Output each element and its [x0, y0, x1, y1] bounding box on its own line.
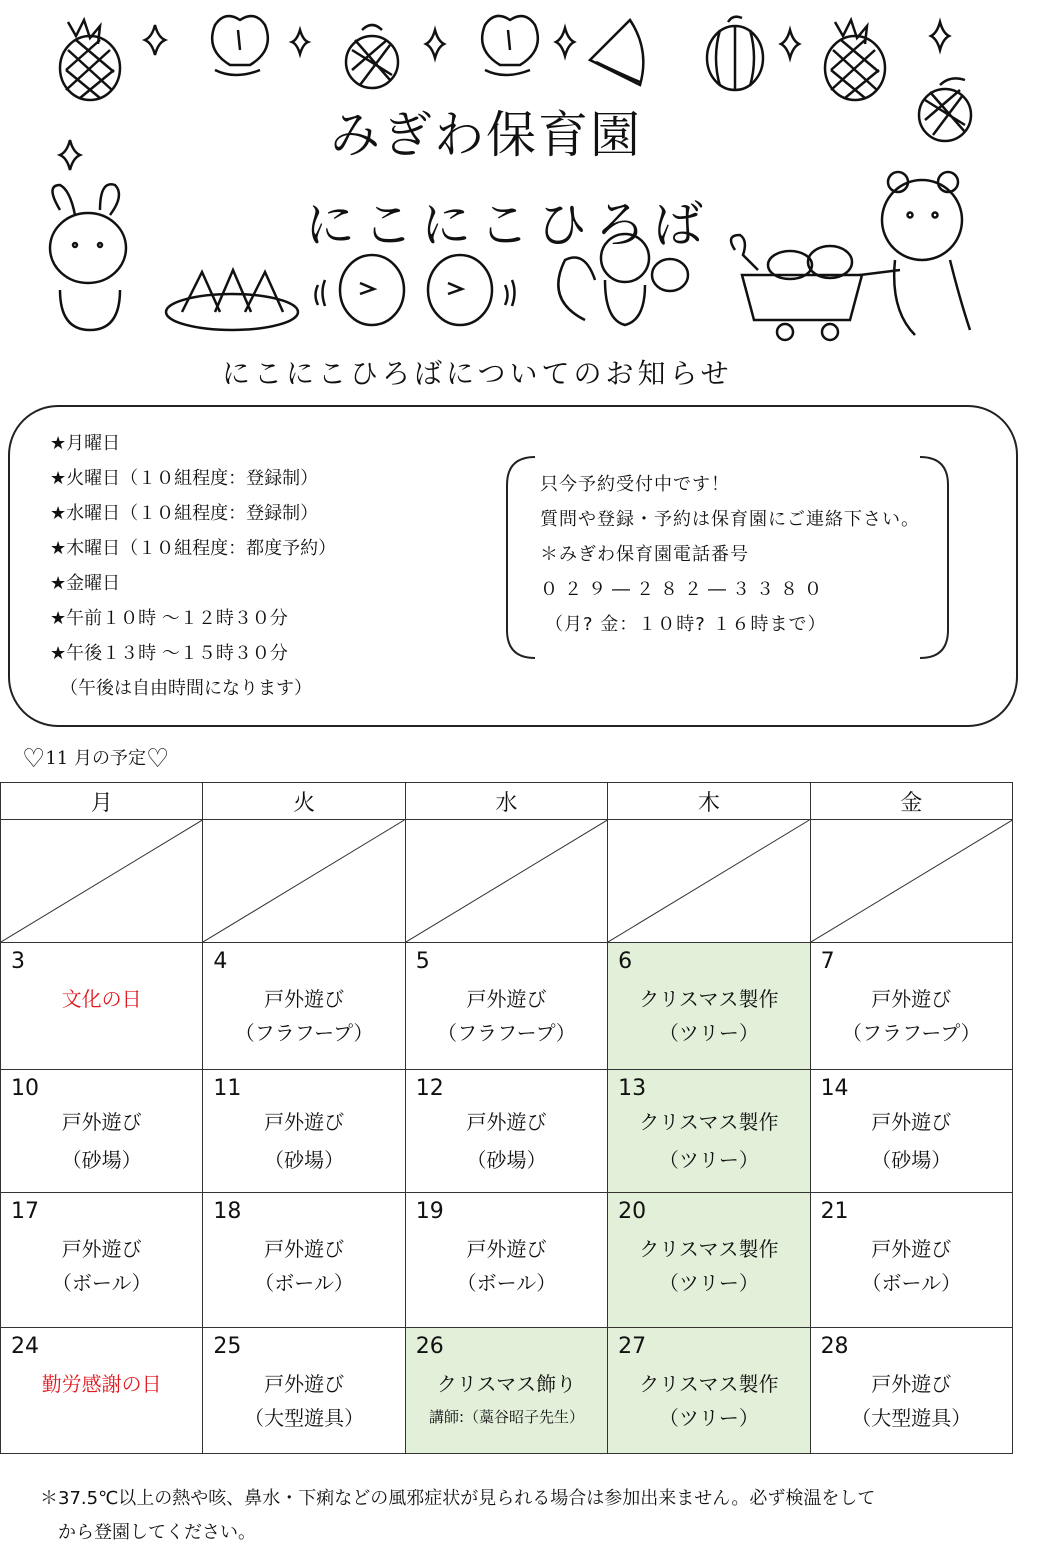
- day-number: 12: [415, 1076, 444, 1101]
- activity-detail: （ボール）: [254, 1271, 354, 1295]
- activity-label: 戸外遊び: [466, 1237, 547, 1261]
- sparkle-icon: [931, 22, 949, 50]
- day-cell: [810, 1070, 1012, 1193]
- empty-day-cell: [608, 820, 810, 943]
- activity-label: クリスマス製作: [639, 1237, 779, 1261]
- day-cell: [203, 1070, 405, 1193]
- sparkle-icon: [292, 30, 308, 54]
- day-cell: [1, 1070, 203, 1193]
- activity-label: 戸外遊び: [61, 1237, 142, 1261]
- calendar-week-row: [1, 1328, 1013, 1454]
- day-number: 28: [820, 1334, 849, 1359]
- pineapple-icon: [60, 20, 120, 100]
- activity-label: 戸外遊び: [871, 1110, 952, 1134]
- activity-label: クリスマス飾り: [436, 1372, 577, 1396]
- activity-detail: （ボール）: [861, 1271, 962, 1295]
- day-cell: [405, 1328, 607, 1454]
- weekday-header: 火: [203, 783, 405, 820]
- peach-icon: [482, 16, 538, 75]
- contact-line: ＊みぎわ保育園電話番号: [540, 544, 749, 565]
- day-number: 3: [11, 949, 25, 974]
- activity-label: 戸外遊び: [264, 987, 345, 1011]
- chick-icon: [316, 255, 405, 325]
- day-number: 26: [415, 1334, 444, 1359]
- contact-line: 只今予約受付中です！: [540, 474, 730, 495]
- day-number: 20: [618, 1199, 647, 1224]
- day-cell: [405, 1070, 607, 1193]
- watermelon-plate-icon: [166, 270, 298, 330]
- day-number: 4: [213, 949, 228, 974]
- day-cell: [608, 943, 810, 1070]
- activity-label: クリスマス製作: [639, 1372, 779, 1396]
- activity-detail: （フラフープ）: [841, 1021, 981, 1045]
- activity-detail: （ツリー）: [658, 1148, 759, 1172]
- holiday-label: 文化の日: [61, 987, 142, 1011]
- day-number: 18: [213, 1199, 242, 1224]
- day-cell: [810, 943, 1012, 1070]
- activity-detail: （砂場）: [61, 1148, 142, 1172]
- schedule-note: （午後は自由時間になります）: [60, 678, 312, 699]
- day-cell: [203, 943, 405, 1070]
- activity-detail: （ツリー）: [658, 1406, 759, 1430]
- day-number: 17: [11, 1199, 39, 1224]
- footer-note: ＊37.5℃以上の熱や咳、鼻水・下痢などの風邪症状が見られる場合は参加出来ません。必ず検温をして: [40, 1488, 876, 1509]
- activity-detail: （砂場）: [264, 1148, 345, 1172]
- day-number: 27: [618, 1334, 647, 1359]
- day-number: 7: [820, 949, 835, 974]
- org-title: みぎわ保育園: [330, 106, 642, 164]
- activity-label: 戸外遊び: [871, 1237, 952, 1261]
- contact-line: 質問や登録・予約は保育園にご連絡下さい。: [540, 509, 920, 530]
- schedule-line: ★木曜日（１０組程度：都度予約）: [50, 538, 337, 559]
- melon-icon: [346, 25, 398, 88]
- activity-detail: （ボール）: [51, 1271, 152, 1295]
- empty-day-cell: [810, 820, 1012, 943]
- contact-hours: （月? 金：１０時? １６時まで）: [545, 614, 827, 635]
- activity-label: クリスマス製作: [639, 987, 779, 1011]
- heart-icon: ♡: [22, 744, 46, 774]
- header-illustrations: [0, 0, 1062, 350]
- schedule-line: ★月曜日: [50, 433, 121, 454]
- day-cell: [608, 1328, 810, 1454]
- contact-box: [505, 455, 950, 660]
- activity-detail: （ツリー）: [658, 1271, 759, 1295]
- activity-detail: （フラフープ）: [234, 1021, 374, 1045]
- month-caption: [22, 744, 169, 774]
- day-cell: [203, 1193, 405, 1328]
- activity-detail: （砂場）: [466, 1148, 547, 1172]
- schedule-line: ★水曜日（１０組程度：登録制）: [50, 503, 319, 524]
- activity-label: 戸外遊び: [466, 1110, 547, 1134]
- activity-detail: （砂場）: [871, 1148, 952, 1172]
- watermelon-icon: [707, 17, 763, 90]
- peach-icon: [212, 16, 268, 75]
- calendar-table: [0, 782, 1013, 1454]
- empty-day-cell: [203, 820, 405, 943]
- calendar-week-row: [1, 1070, 1013, 1193]
- day-cell: [810, 1193, 1012, 1328]
- activity-label: 戸外遊び: [871, 1372, 952, 1396]
- month-caption-text: 11 月の予定: [45, 748, 146, 769]
- day-number: 6: [618, 949, 633, 974]
- activity-detail: （大型遊具）: [244, 1406, 365, 1430]
- weekday-header: 水: [405, 783, 607, 820]
- sparkle-icon: [781, 30, 799, 58]
- sparkle-icon: [60, 140, 80, 170]
- day-number: 19: [415, 1199, 444, 1224]
- calendar-week-row: [1, 1193, 1013, 1328]
- empty-day-cell: [1, 820, 203, 943]
- activity-label: 戸外遊び: [466, 987, 547, 1011]
- phone-number: ０２９―２８２―３３８０: [540, 579, 828, 600]
- activity-label: クリスマス製作: [639, 1110, 779, 1134]
- activity-label: 戸外遊び: [871, 987, 952, 1011]
- day-cell: [1, 943, 203, 1070]
- day-cell: [608, 1070, 810, 1193]
- day-number: 5: [415, 949, 430, 974]
- activity-label: 戸外遊び: [61, 1110, 142, 1134]
- activity-label: 戸外遊び: [264, 1237, 345, 1261]
- day-cell: [608, 1193, 810, 1328]
- calendar-header-row: [1, 783, 1013, 820]
- day-number: 11: [213, 1076, 242, 1101]
- day-cell: [1, 1328, 203, 1454]
- holiday-label: 勤労感謝の日: [41, 1372, 162, 1396]
- footer-note: から登園してください。: [58, 1522, 256, 1543]
- schedule-line: ★火曜日（１０組程度：登録制）: [50, 468, 319, 489]
- sparkle-icon: [556, 28, 574, 56]
- event-title: にこにこひろば: [305, 196, 711, 254]
- calendar: [0, 782, 1013, 1454]
- sparkle-icon: [426, 30, 444, 58]
- activity-detail: （大型遊具）: [851, 1406, 972, 1430]
- calendar-blank-row: [1, 820, 1013, 943]
- schedule-line: ★金曜日: [50, 573, 121, 594]
- melon-icon: [919, 78, 971, 141]
- day-cell: [405, 943, 607, 1070]
- notice-heading: にこにこひろばについてのお知らせ: [222, 357, 733, 390]
- day-cell: [203, 1328, 405, 1454]
- calendar-week-row: [1, 943, 1013, 1070]
- chick-icon: [428, 255, 515, 325]
- weekday-header: 月: [1, 783, 203, 820]
- activity-detail: （フラフープ）: [437, 1021, 576, 1045]
- day-number: 24: [11, 1334, 39, 1359]
- day-number: 10: [11, 1076, 39, 1101]
- day-number: 13: [618, 1076, 647, 1101]
- weekday-header: 金: [810, 783, 1012, 820]
- day-number: 25: [213, 1334, 242, 1359]
- activity-label: 戸外遊び: [264, 1110, 345, 1134]
- schedule-line: ★午後１３時 ～１５時３０分: [50, 643, 288, 664]
- cart-icon: [731, 235, 862, 340]
- bear-icon: [860, 172, 970, 335]
- weekday-header: 木: [608, 783, 810, 820]
- day-number: 21: [820, 1199, 849, 1224]
- schedule-line: ★午前１０時 ～１２時３０分: [50, 608, 288, 629]
- day-cell: [810, 1328, 1012, 1454]
- activity-detail: （ボール）: [456, 1271, 557, 1295]
- day-cell: [1, 1193, 203, 1328]
- day-number: 14: [820, 1076, 849, 1101]
- pineapple-icon: [825, 20, 885, 100]
- day-cell: [405, 1193, 607, 1328]
- activity-label: 戸外遊び: [264, 1372, 345, 1396]
- rabbit-icon: [50, 184, 126, 330]
- activity-detail: 講師:（藁谷昭子先生）: [428, 1408, 584, 1426]
- heart-icon: ♡: [145, 744, 170, 774]
- watermelon-slice-icon: [590, 20, 643, 85]
- empty-day-cell: [405, 820, 607, 943]
- activity-detail: （ツリー）: [658, 1021, 759, 1045]
- sparkle-icon: [145, 25, 165, 55]
